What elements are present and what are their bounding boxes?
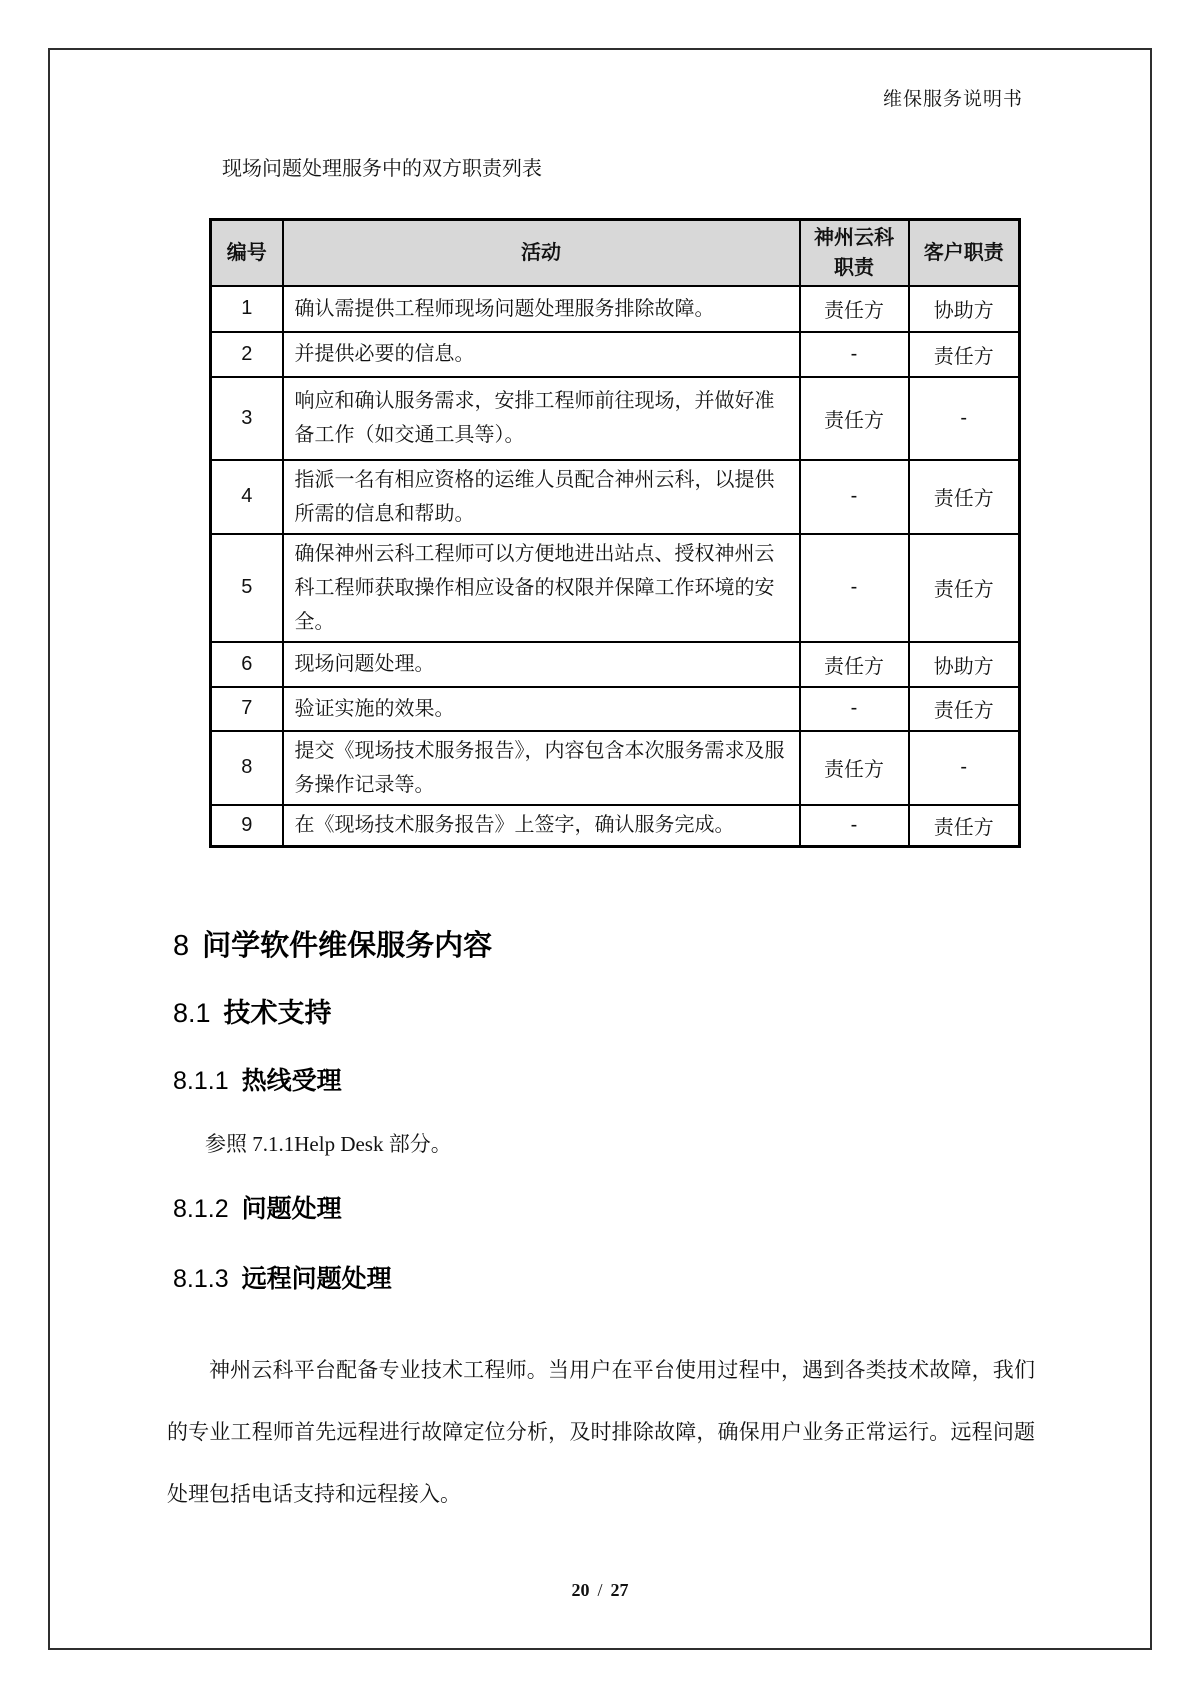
cell-customer: - [909, 731, 1020, 805]
table-row [211, 460, 1020, 534]
cell-no: 9 [211, 805, 283, 847]
section-number: 8.1.1 [173, 1067, 229, 1095]
table-row [211, 642, 1020, 687]
cell-activity: 在《现场技术服务报告》上签字，确认服务完成。 [283, 805, 800, 847]
table-row [211, 805, 1020, 847]
section-title: 问学软件维保服务内容 [202, 930, 493, 962]
section-heading-8 [173, 923, 492, 964]
column-header-yunke-duty [800, 220, 909, 286]
section-title: 热线受理 [241, 1067, 342, 1095]
section-number: 8.1.3 [173, 1265, 229, 1293]
cell-yunke: 责任方 [800, 377, 909, 460]
section-number: 8.1.2 [173, 1195, 229, 1223]
responsibility-table [209, 218, 1021, 848]
cell-no: 5 [211, 534, 283, 642]
section-heading-8-1 [173, 991, 332, 1030]
cell-activity: 提交《现场技术服务报告》，内容包含本次服务需求及服务操作记录等。 [283, 731, 800, 805]
cell-no: 4 [211, 460, 283, 534]
cell-activity: 并提供必要的信息。 [283, 332, 800, 377]
section-heading-8-1-2 [173, 1189, 342, 1225]
cell-activity: 现场问题处理。 [283, 642, 800, 687]
table-row [211, 687, 1020, 731]
table-row [211, 377, 1020, 460]
column-header-no: 编号 [211, 220, 283, 286]
cell-customer: - [909, 377, 1020, 460]
cell-customer: 协助方 [909, 642, 1020, 687]
column-header-yunke-line2: 职责 [834, 256, 874, 279]
page-number-total: 27 [610, 1580, 629, 1600]
cell-activity: 确认需提供工程师现场问题处理服务排除故障。 [283, 286, 800, 332]
document-header-title: 维保服务说明书 [882, 89, 1023, 110]
cell-customer: 责任方 [909, 460, 1020, 534]
section-title: 问题处理 [241, 1195, 342, 1223]
cell-no: 7 [211, 687, 283, 731]
table-row [211, 534, 1020, 642]
cell-no: 2 [211, 332, 283, 377]
cell-customer: 责任方 [909, 805, 1020, 847]
cell-customer: 责任方 [909, 687, 1020, 731]
cell-activity: 确保神州云科工程师可以方便地进出站点、授权神州云科工程师获取操作相应设备的权限并保障工作环境的安全。 [283, 534, 800, 642]
cell-activity: 响应和确认服务需求，安排工程师前往现场，并做好准备工作（如交通工具等）。 [283, 377, 800, 460]
page-footer [0, 1580, 1200, 1601]
cell-no: 8 [211, 731, 283, 805]
cell-yunke: 责任方 [800, 642, 909, 687]
cell-customer: 责任方 [909, 332, 1020, 377]
section-number: 8.1 [173, 998, 211, 1028]
cell-no: 3 [211, 377, 283, 460]
table-caption: 现场问题处理服务中的双方职责列表 [222, 158, 542, 180]
cell-yunke: - [800, 687, 909, 731]
column-header-yunke-line1: 神州云科 [814, 226, 894, 249]
cell-customer: 责任方 [909, 534, 1020, 642]
helpdesk-reference-paragraph: 参照 7.1.1Help Desk 部分。 [205, 1132, 452, 1156]
page-number-current: 20 [571, 1580, 590, 1600]
table-header-row [211, 220, 1020, 286]
cell-yunke: 责任方 [800, 286, 909, 332]
table-row [211, 332, 1020, 377]
cell-yunke: - [800, 332, 909, 377]
table-row [211, 286, 1020, 332]
section-heading-8-1-1 [173, 1061, 342, 1097]
table-row [211, 731, 1020, 805]
cell-activity: 验证实施的效果。 [283, 687, 800, 731]
cell-yunke: - [800, 460, 909, 534]
cell-no: 6 [211, 642, 283, 687]
section-number: 8 [173, 930, 190, 962]
cell-yunke: - [800, 805, 909, 847]
column-header-activity: 活动 [283, 220, 800, 286]
cell-no: 1 [211, 286, 283, 332]
cell-yunke: - [800, 534, 909, 642]
cell-yunke: 责任方 [800, 731, 909, 805]
column-header-customer-duty: 客户职责 [909, 220, 1020, 286]
section-heading-8-1-3 [173, 1259, 392, 1295]
cell-customer: 协助方 [909, 286, 1020, 332]
remote-handling-paragraph: 神州云科平台配备专业技术工程师。当用户在平台使用过程中，遇到各类技术故障，我们的专业工程师首先远程进行故障定位分析，及时排除故障，确保用户业务正常运行。远程问题处理包括电话支持和远程接入。 [167, 1359, 1035, 1506]
section-title: 远程问题处理 [241, 1265, 392, 1293]
cell-activity: 指派一名有相应资格的运维人员配合神州云科，以提供所需的信息和帮助。 [283, 460, 800, 534]
page-number-separator: / [597, 1580, 603, 1600]
section-title: 技术支持 [223, 998, 332, 1028]
